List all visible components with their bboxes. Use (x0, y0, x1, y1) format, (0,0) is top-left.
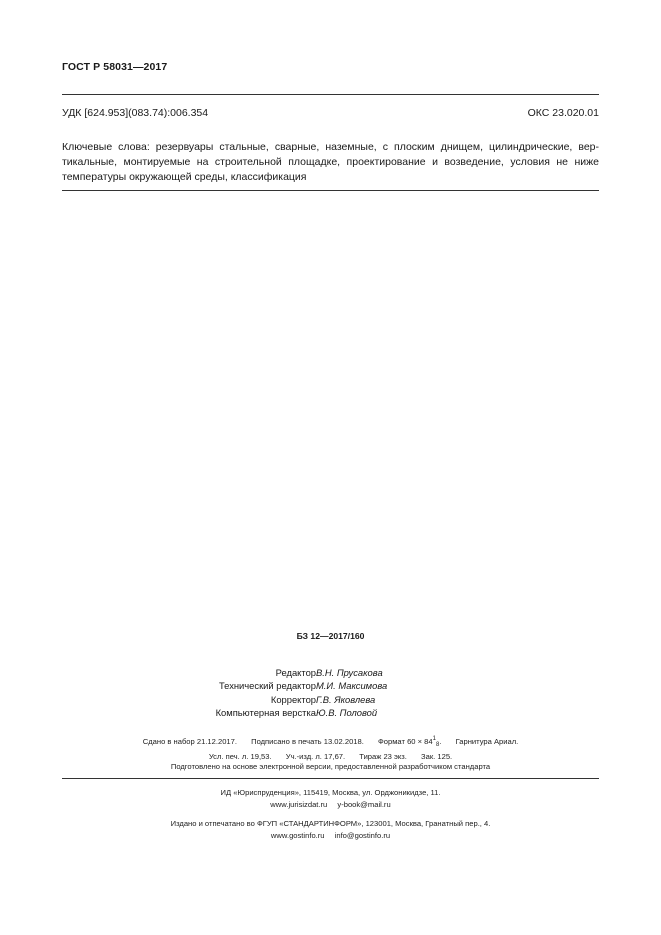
print-sheets: Усл. печ. л. 19,53. (208, 752, 272, 761)
oks-code: ОКС 23.020.01 (527, 107, 599, 119)
standard-code: ГОСТ Р 58031—2017 (62, 61, 168, 73)
bz-code: БЗ 12—2017/160 (296, 631, 365, 641)
publisher-site-link[interactable]: www.gostinfo.ru (270, 831, 325, 840)
circulation: Тираж 23 экз. (359, 752, 407, 761)
order-number: Зак. 125. (421, 752, 453, 761)
publisher-contacts (0, 799, 661, 811)
credit-technical-editor (0, 679, 661, 692)
credit-name: В.Н. Прусакова (316, 667, 383, 678)
udk-code: УДК [624.953](083.74):006.354 (62, 107, 209, 119)
publishing-sheets: Уч.-изд. л. 17,67. (285, 752, 346, 761)
keywords-line-2: тикальные, монтируемые на строительной площадке, проектирование и возведение, условия не ниже (62, 156, 599, 168)
print-info (0, 733, 661, 763)
publisher-address: Издано и отпечатано во ФГУП «СТАНДАРТИНФОРМ», 123001, Москва, Гранатный пер., 4. (170, 819, 491, 828)
credit-proofreader (0, 693, 661, 706)
credit-name: Ю.В. Половой (316, 707, 378, 719)
signed-date: Подписано в печать 13.02.2018. (251, 737, 364, 746)
credits-block (0, 666, 661, 720)
basis-note: Подготовлено на основе электронной версии, предоставленной разработчиком стандарта (170, 762, 491, 771)
bottom-divider (62, 778, 599, 779)
typeface: Гарнитура Ариал. (455, 737, 519, 746)
publisher-email-link[interactable]: y-book@mail.ru (337, 800, 391, 809)
keywords-divider (62, 190, 599, 191)
credit-layout (0, 706, 661, 719)
credit-name: Г.В. Яковлева (316, 693, 376, 705)
print-info-line-1 (0, 733, 661, 751)
publisher-email-link[interactable]: info@gostinfo.ru (334, 831, 391, 840)
credit-label: Редактор (275, 667, 316, 678)
paper-format: Формат $60 \times 84^1_8$. (377, 736, 442, 748)
top-divider (62, 94, 599, 95)
credit-label: Технический редактор (218, 680, 316, 692)
publisher-jurisizdat (0, 787, 661, 811)
credit-label: Компьютерная верстка (215, 707, 316, 719)
credit-name: М.И. Максимова (316, 680, 388, 692)
keywords-line-1: Ключевые слова: резервуары стальные, сварные, наземные, с плоским днищем, цилиндрические, вер- (62, 141, 599, 153)
publisher-address: ИД «Юриспруденция», 115419, Москва, ул. Орджоникидзе, 11. (220, 788, 441, 797)
publisher-site-link[interactable]: www.jurisizdat.ru (270, 800, 328, 809)
keywords-paragraph (62, 140, 599, 185)
publisher-standartinform (0, 818, 661, 842)
publisher-contacts (0, 830, 661, 842)
keywords-line-3: температуры окружающей среды, классификация (62, 171, 307, 183)
credit-label: Корректор (270, 693, 316, 705)
credit-editor (0, 666, 661, 679)
submitted-date: Сдано в набор 21.12.2017. (142, 737, 237, 746)
